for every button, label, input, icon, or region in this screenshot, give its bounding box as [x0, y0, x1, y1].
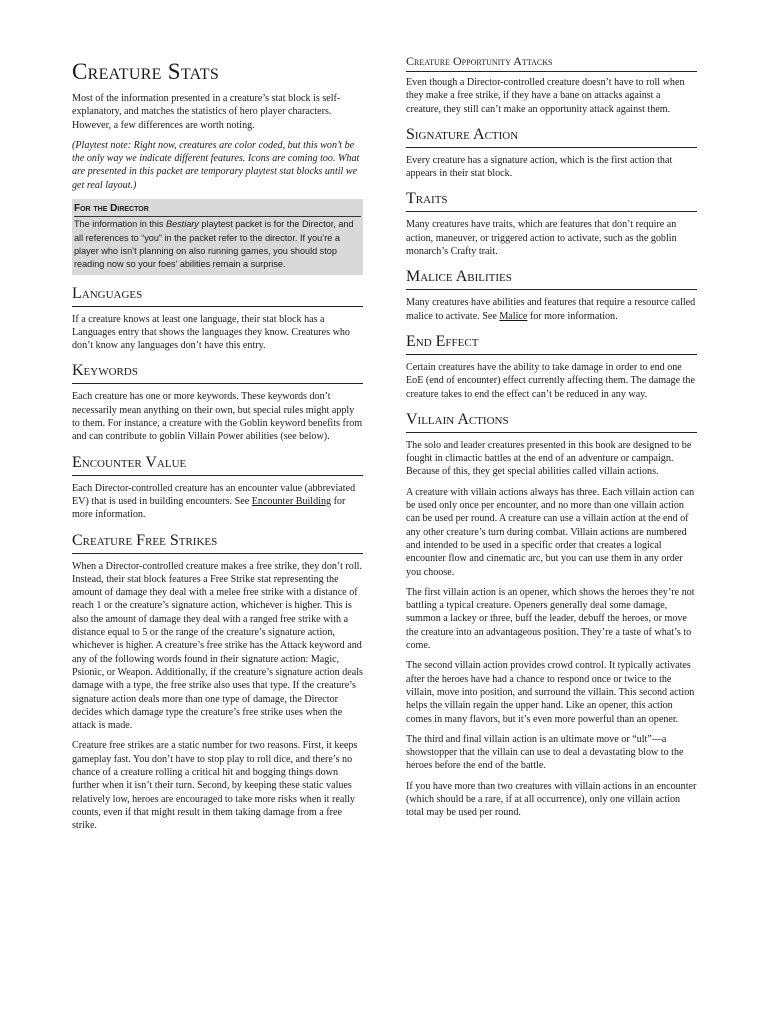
traits-body: Many creatures have traits, which are features that don’t require an action, maneuver, or triggered action to activate, such as the goblin monarch’s Crafty trait.: [406, 219, 677, 258]
page-title: Creature Stats: [72, 59, 220, 84]
villain-actions-paragraph-4: The second villain action provides crowd control. It typically activates after the heroes have had a chance to respond once or twice to the villain, move into position, and surround the villain. This second action helps the villain regain the upper hand. Like an opener, this action comes in many flavors, but it’s even more powerful than an opener.: [406, 660, 695, 725]
sidebar-text-part: playtest packet is for the Director, and all references to “you” in the packet refer to the director. If you’re a player who isn’t planning on also running games, you should stop reading now so your foes’ abilities remain a surprise.: [74, 219, 354, 270]
malice-abilities-body: [406, 296, 697, 323]
left-column: [72, 54, 363, 839]
languages-body: If a creature knows at least one language, their stat block has a Languages entry that shows the languages they know. Creatures who don’t know any languages don’t have this entry.: [72, 313, 350, 352]
playtest-note: (Playtest note: Right now, creatures are color coded, but this won’t be the only way we indicate different features. Icons are coming too. What are presented in this packet are temporary playtest stat blocks until we get real layout.): [72, 139, 360, 191]
intro-paragraph: Most of the information presented in a creature’s stat block is self-explanatory, and matches the statistics of hero player characters. However, a few differences are worth noting.: [72, 93, 341, 131]
malice-abilities-heading: Malice Abilities: [406, 267, 697, 290]
signature-action-heading: Signature Action: [406, 125, 697, 148]
malice-text: Many creatures have abilities and features that require a resource called malice to activate. See: [406, 297, 696, 322]
villain-actions-paragraph-3: The first villain action is an opener, which shows the heroes they’re not battling a typical creature. Openers generally deal some damage, summon a lackey or three, buff the leader, debuff the heroes, or move the creature into an advantageous position. They’re a taste of what’s to come.: [406, 586, 695, 652]
languages-heading: Languages: [72, 284, 363, 307]
keywords-heading: Keywords: [72, 361, 363, 384]
keywords-body: Each creature has one or more keywords. These keywords don’t necessarily mean anything on their own, but special rules might apply to them. For instance, a creature with the Goblin keyword benefits from and can contribute to goblin Villain Power abilities (see below).: [72, 391, 363, 443]
free-strikes-paragraph-2: Creature free strikes are a static number for two reasons. First, it keeps gameplay fast. You don’t have to stop play to roll dice, and there’s no chance of a creature rolling a critical hit and bogging things down further when it isn’t their turn. Second, by keeping these static values relatively low, heroes are encouraged to take more risks when it really counts, even if that might result in them taking damage from a free strike.: [72, 740, 358, 832]
sidebar-title: For the Director: [74, 202, 361, 217]
malice-text: for more information.: [527, 310, 618, 322]
end-effect-body: Certain creatures have the ability to take damage in order to end one EoE (end of encounter) effect currently affecting them. The damage the creature takes to end the effect can’t be reduced in any way.: [406, 361, 695, 400]
villain-actions-paragraph-2: A creature with villain actions always has three. Each villain action can be used only once per encounter, and no more than one villain action can be used per round. A creature can use a villain action at the end of any other creature’s turn during combat. Villain actions are numbered and intended to be used in a specific order that creates a logical encounter flow and cinematic arc, but you can use them in any order you choose.: [406, 486, 695, 578]
sidebar-text-part: The information in this: [74, 219, 166, 230]
sidebar-text-italic: Bestiary: [166, 219, 199, 230]
encounter-value-text: for more information.: [72, 495, 346, 521]
free-strikes-heading: Creature Free Strikes: [72, 531, 363, 554]
end-effect-heading: End Effect: [406, 332, 697, 355]
encounter-value-body: [72, 482, 363, 522]
sidebar-text: [74, 218, 361, 271]
malice-link[interactable]: Malice: [499, 310, 528, 322]
encounter-building-link[interactable]: Encounter Building: [251, 495, 332, 507]
villain-actions-paragraph-5: The third and final villain action is an ultimate move or “ult”—a showstopper that the villain can use to deal a devastating blow to the heroes before the end of the battle.: [406, 733, 684, 772]
signature-action-body: Every creature has a signature action, which is the first action that appears in their stat block.: [406, 154, 673, 180]
villain-actions-heading: Villain Actions: [406, 410, 697, 433]
free-strikes-paragraph-1: When a Director-controlled creature makes a free strike, they don’t roll. Instead, their stat block features a Free Strike stat representing the amount of damage they deal with a melee free strike with a distance of reach 1 or the creature’s signature action, whichever is higher. This is also the amount of damage they deal with a ranged free strike with a distance equal to 5 or the range of the creature’s signature action, whichever is higher. A creature’s free strike has the Attack keyword and any of the following words found in their signature action: Magic, Psionic, or Weapon. Additionally, if the creature’s signature action deals damage with a type, the free strike also uses that type. If the creature’s signature action deals more than one type of damage, the Director decides which damage type the creature’s free strike uses when the attack is made.: [72, 560, 363, 732]
director-sidebar: [72, 199, 363, 274]
opportunity-attacks-body: Even though a Director-controlled creature doesn’t have to roll when they make a free strike, if they have a bane on attacks against a creature, they still can’t make an opportunity attack against them.: [406, 77, 685, 115]
encounter-value-heading: Encounter Value: [72, 453, 363, 476]
encounter-value-text: Each Director-controlled creature has an encounter value (abbreviated EV) that is used in building encounters. See: [72, 482, 356, 507]
opportunity-attacks-heading: Creature Opportunity Attacks: [406, 54, 697, 72]
villain-actions-paragraph-1: The solo and leader creatures presented in this book are designed to be fought in climactic battles at the end of an adventure or campaign. Because of this, they get special abilities called villain actions.: [406, 439, 692, 478]
right-column: [406, 54, 697, 827]
villain-actions-paragraph-6: If you have more than two creatures with villain actions in an encounter (which should be a rare, if at all occurrence), only one villain action total may be used per round.: [406, 780, 697, 819]
traits-heading: Traits: [406, 189, 697, 212]
